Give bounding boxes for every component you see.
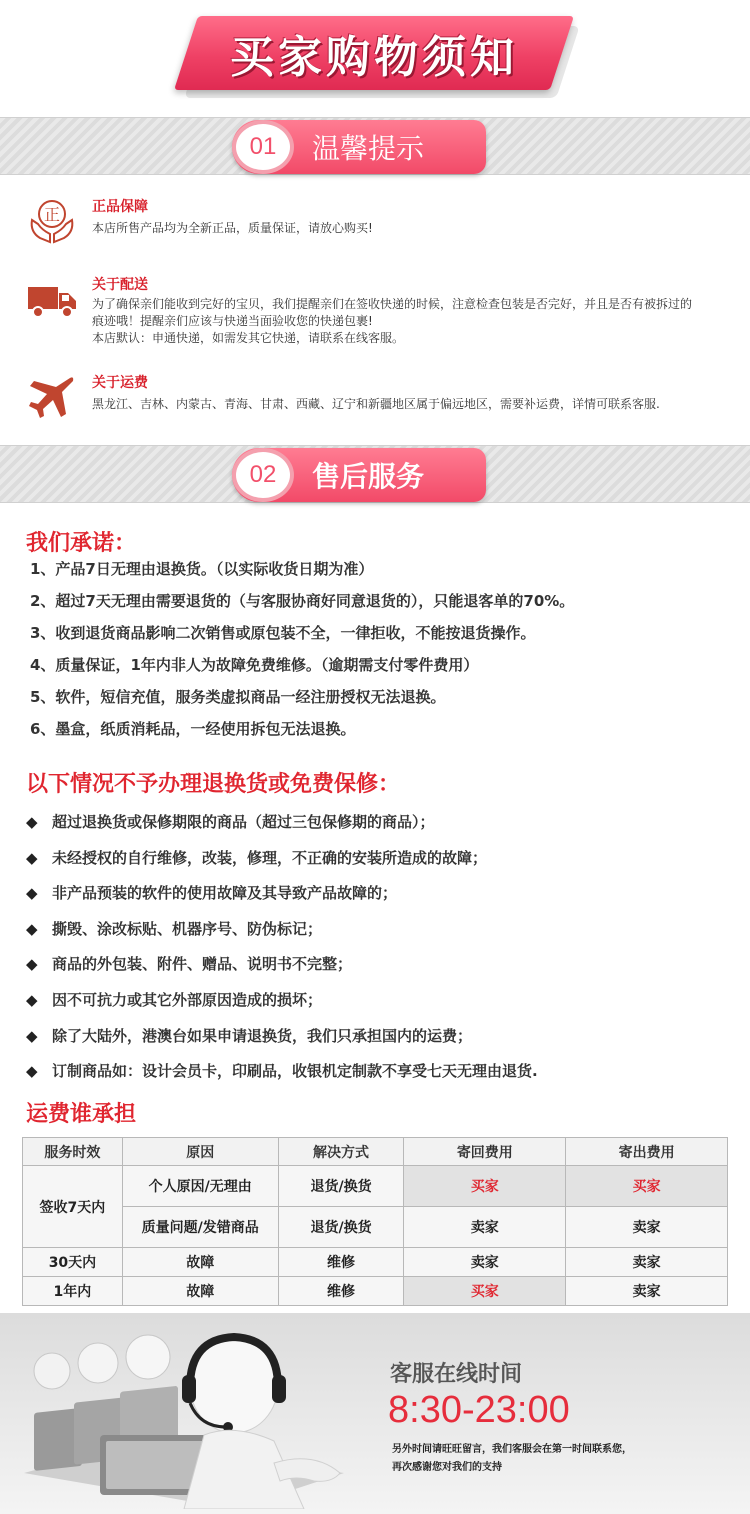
list-item (26, 1022, 736, 1058)
table-cell-send-fee: 买家 (566, 1166, 728, 1207)
page-title: 买家购物须知 (230, 32, 518, 83)
customer-service-agents-illustration (14, 1323, 354, 1509)
table-cell-return-fee: 卖家 (404, 1248, 566, 1277)
table-cell-solution: 维修 (278, 1248, 404, 1277)
table-cell-solution: 退货/换货 (278, 1207, 404, 1248)
list-item-text: 未经授权的自行维修，改装，修理，不正确的安装所造成的故障； (52, 848, 488, 867)
section-header-aftersale (0, 445, 750, 503)
table-cell-reason: 质量问题/发错商品 (122, 1207, 278, 1248)
service-hours-title: 客服在线时间 (390, 1362, 523, 1387)
list-item-text: 除了大陆外，港澳台如果申请退换货，我们只承担国内的运费； (52, 1026, 473, 1045)
table-cell-send-fee: 卖家 (566, 1248, 728, 1277)
table-cell-period: 1年内 (23, 1277, 123, 1306)
list-item (26, 808, 736, 844)
diamond-bullet-icon: ◆ (26, 990, 38, 1009)
table-cell-send-fee: 卖家 (566, 1207, 728, 1248)
diamond-bullet-icon: ◆ (26, 884, 38, 903)
section-number: 01 (232, 120, 294, 174)
top-banner (0, 0, 750, 112)
list-item-text: 非产品预装的软件的使用故障及其导致产品故障的； (52, 884, 398, 903)
exclusions-heading: 以下情况不予办理退换货或免费保修： (26, 772, 401, 797)
table-cell-reason: 故障 (122, 1277, 278, 1306)
table-cell-period: 签收7天内 (23, 1166, 123, 1248)
genuine-hands-icon (26, 198, 78, 244)
fees-heading: 运费谁承担 (26, 1102, 137, 1127)
section-pill (232, 448, 486, 502)
table-row (23, 1277, 728, 1306)
list-item-text: 因不可抗力或其它外部原因造成的损坏； (52, 990, 323, 1009)
list-item (26, 950, 736, 986)
promise-heading: 我们承诺： (26, 531, 137, 556)
diamond-bullet-icon: ◆ (26, 955, 38, 974)
airplane-icon (26, 374, 78, 420)
list-item: 5、软件，短信充值，服务类虚拟商品一经注册授权无法退换。 (30, 688, 446, 706)
service-note-line: 再次感谢您对我们的支持 (392, 1462, 502, 1473)
tip-line: 痕迹哦！提醒亲们应该与快递当面验收您的快递包裹! (92, 314, 373, 328)
diamond-bullet-icon: ◆ (26, 813, 38, 831)
promise-list (30, 556, 730, 748)
exclusions-list (26, 808, 736, 1093)
table-cell-return-fee: 买家 (404, 1166, 566, 1207)
table-header-row (23, 1138, 728, 1166)
table-cell-return-fee: 买家 (404, 1277, 566, 1306)
list-item (26, 986, 736, 1022)
delivery-truck-icon (26, 278, 78, 324)
table-cell-period: 30天内 (23, 1248, 123, 1277)
list-item: 2、超过7天无理由需要退货的（与客服协商好同意退货的），只能退客单的70%。 (30, 592, 575, 610)
table-cell-solution: 维修 (278, 1277, 404, 1306)
section-number: 02 (232, 448, 294, 502)
section-header-tips (0, 117, 750, 175)
diamond-bullet-icon: ◆ (26, 919, 38, 938)
table-cell-solution: 退货/换货 (278, 1166, 404, 1207)
list-item (26, 915, 736, 951)
tip-text (92, 296, 732, 347)
list-item: 6、墨盒，纸质消耗品，一经使用拆包无法退换。 (30, 720, 356, 738)
list-item-text: 订制商品如：设计会员卡，印刷品，收银机定制款不享受七天无理由退货. (52, 1062, 538, 1081)
list-item-text: 撕毁、涂改标贴、机器序号、防伪标记； (52, 919, 323, 938)
diamond-bullet-icon: ◆ (26, 848, 38, 867)
tip-title: 关于配送 (92, 277, 148, 293)
tip-title: 正品保障 (92, 199, 148, 215)
list-item: 3、收到退货商品影响二次销售或原包装不全，一律拒收，不能按退货操作。 (30, 624, 536, 642)
service-hours: 8:30-23:00 (388, 1389, 570, 1431)
tip-text (92, 396, 732, 413)
customer-service-banner (0, 1313, 750, 1514)
list-item (26, 1057, 736, 1093)
column-header: 服务时效 (23, 1138, 123, 1166)
list-item (26, 844, 736, 880)
table-cell-reason: 个人原因/无理由 (122, 1166, 278, 1207)
table-row (23, 1207, 728, 1248)
section-pill (232, 120, 486, 174)
tip-line: 黑龙江、吉林、内蒙古、青海、甘肃、西藏、辽宁和新疆地区属于偏远地区，需要补运费，详情可联系客服. (92, 397, 660, 411)
column-header: 寄出费用 (566, 1138, 728, 1166)
section-label: 售后服务 (312, 460, 425, 493)
tip-line: 本店所售产品均为全新正品，质量保证，请放心购买! (92, 221, 373, 235)
list-item: 4、质量保证，1年内非人为故障免费维修。（逾期需支付零件费用） (30, 656, 479, 674)
list-item: 1、产品7日无理由退换货。（以实际收货日期为准） (30, 560, 374, 578)
column-header: 原因 (122, 1138, 278, 1166)
table-cell-send-fee: 卖家 (566, 1277, 728, 1306)
table-cell-return-fee: 卖家 (404, 1207, 566, 1248)
list-item (26, 879, 736, 915)
service-note (392, 1441, 732, 1477)
svg-text:正: 正 (43, 205, 61, 224)
column-header: 解决方式 (278, 1138, 404, 1166)
section-label: 温馨提示 (312, 132, 425, 165)
list-item-text: 超过退换货或保修期限的商品（超过三包保修期的商品）； (52, 813, 435, 831)
diamond-bullet-icon: ◆ (26, 1062, 38, 1081)
table-row (23, 1166, 728, 1207)
tip-title: 关于运费 (92, 375, 148, 391)
fee-table (22, 1137, 728, 1306)
column-header: 寄回费用 (404, 1138, 566, 1166)
table-row (23, 1248, 728, 1277)
tip-line: 本店默认：申通快递，如需发其它快递，请联系在线客服。 (92, 331, 405, 345)
tip-line: 为了确保亲们能收到完好的宝贝，我们提醒亲们在签收快递的时候，注意检查包装是否完好，并且是否有被拆过的 (92, 297, 693, 311)
list-item-text: 商品的外包装、附件、赠品、说明书不完整； (52, 955, 353, 974)
diamond-bullet-icon: ◆ (26, 1026, 38, 1045)
table-cell-reason: 故障 (122, 1248, 278, 1277)
tip-text (92, 220, 732, 237)
service-note-line: 另外时间请旺旺留言，我们客服会在第一时间联系您， (392, 1444, 632, 1455)
